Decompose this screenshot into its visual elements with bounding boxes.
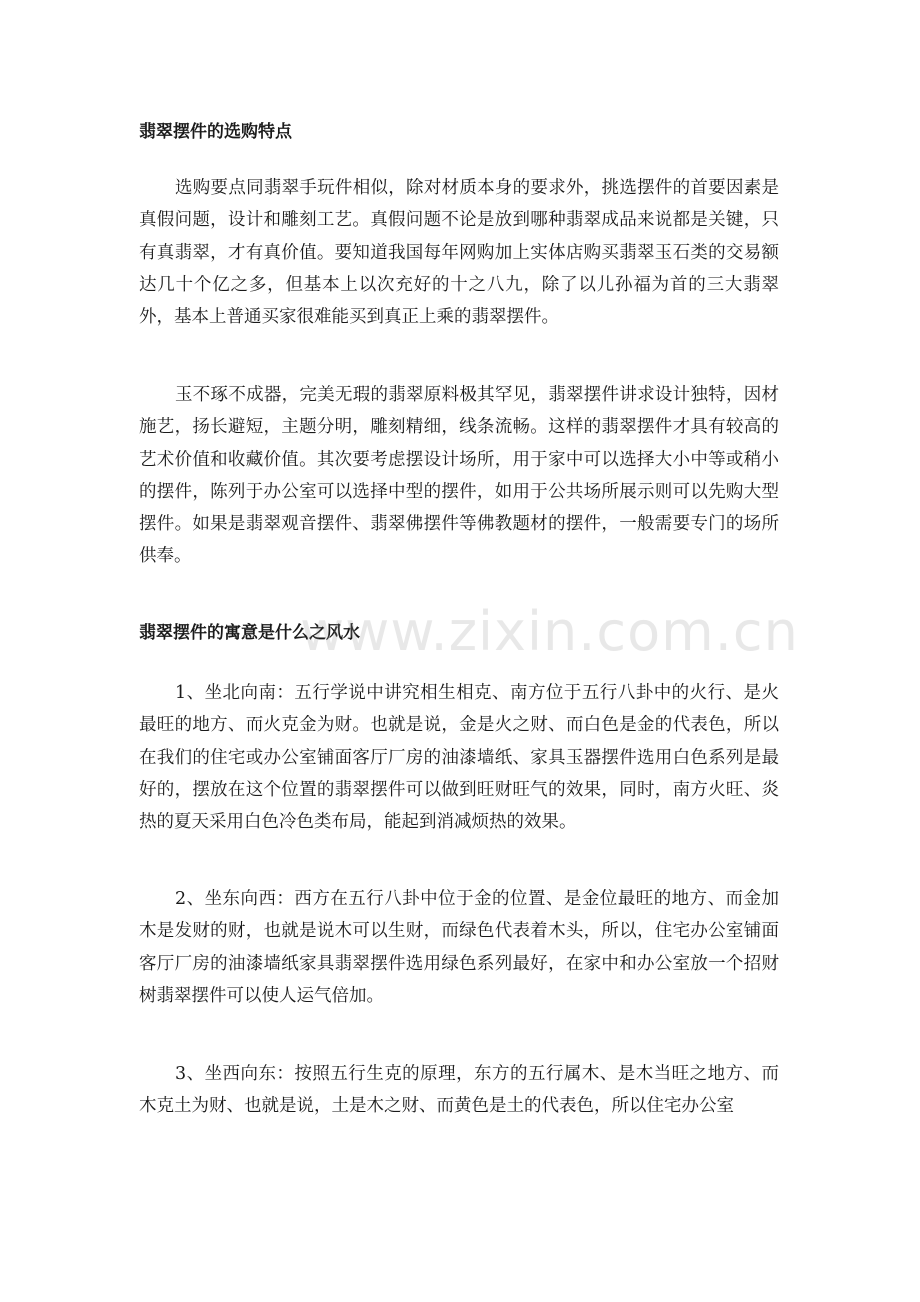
paragraph-selection-2: 玉不琢不成器，完美无瑕的翡翠原料极其罕见，翡翠摆件讲求设计独特，因材施艺，扬长避短，主题分明，雕刻精细，线条流畅。这样的翡翠摆件才具有较高的艺术价值和收藏价值。其次要考虑摆设计场所，用于家中可以选择大小中等或稍小的摆件，陈列于办公室可以选择中型的摆件，如用于公共场所展示则可以先购大型摆件。如果是翡翠观音摆件、翡翠佛摆件等佛教题材的摆件，一般需要专门的场所供奉。 (139, 385, 779, 567)
paragraph-fengshui-1: 1、坐北向南：五行学说中讲究相生相克、南方位于五行八卦中的火行、是火最旺的地方、而火克金为财。也就是说，金是火之财、而白色是金的代表色，所以在我们的住宅或办公室铺面客厅厂房的油漆墙纸、家具玉器摆件选用白色系列是最好的，摆放在这个位置的翡翠摆件可以做到旺财旺气的效果，同时，南方火旺、炎热的夏天采用白色冷色类布局，能起到消减烦热的效果。 (139, 683, 779, 833)
paragraph-fengshui-3: 3、坐西向东：按照五行生克的原理，东方的五行属木、是木当旺之地方、而木克土为财、也就是说，土是木之财、而黄色是土的代表色，所以住宅办公室 (139, 1064, 779, 1117)
paragraph-fengshui-2: 2、坐东向西：西方在五行八卦中位于金的位置、是金位最旺的地方、而金加木是发财的财，也就是说木可以生财，而绿色代表着木头，所以，住宅办公室铺面客厅厂房的油漆墙纸家具翡翠摆件选用绿色系列最好，在家中和办公室放一个招财树翡翠摆件可以使人运气倍加。 (139, 889, 779, 1006)
section-heading-fengshui: 翡翠摆件的寓意是什么之风水 (139, 623, 360, 643)
paragraph-selection-1: 选购要点同翡翠手玩件相似，除对材质本身的要求外，挑选摆件的首要因素是真假问题，设计和雕刻工艺。真假问题不论是放到哪种翡翠成品来说都是关键，只有真翡翠，才有真价值。要知道我国每年网购加上实体店购买翡翠玉石类的交易额达几十个亿之多，但基本上以次充好的十之八九，除了以儿孙福为首的三大翡翠外，基本上普通买家很难能买到真正上乘的翡翠摆件。 (139, 178, 779, 328)
watermark: www.zixin.com.cn (300, 600, 799, 663)
section-heading-selection: 翡翠摆件的选购特点 (139, 122, 292, 142)
